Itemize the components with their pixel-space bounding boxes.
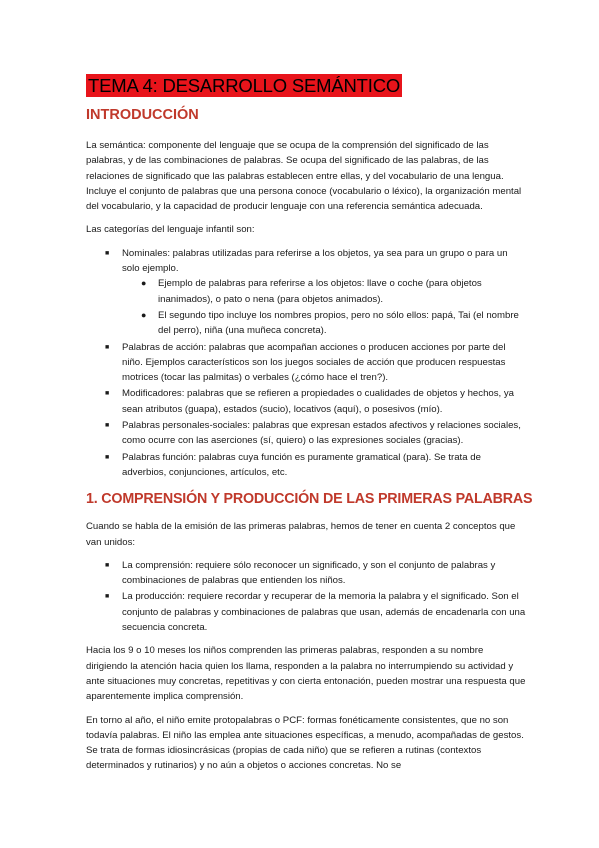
section-1-paragraph-3: En torno al año, el niño emite protopalabras o PCF: formas fonéticamente consistentes, que no son todavía palabras. El niño las emplea ante situaciones específicas, a menudo, acompañadas de gestos. Se trata de formas idiosincrásicas (propias de cada niño) que se refieren a rutinas (contextos determinados y rutinarios) y no aún a objetos o acciones concretas. No se: [86, 714, 524, 772]
list-item: [86, 340, 526, 386]
square-bullet-icon: ■: [105, 561, 110, 569]
dot-bullet-icon: ●: [141, 309, 147, 320]
list-item-text: Ejemplo de palabras para referirse a los objetos: llave o coche (para objetos inanimados), o pato o nena (para objetos animados).: [158, 278, 482, 305]
nominales-sublist: [122, 276, 526, 338]
list-item-text: La comprensión: requiere sólo reconocer un significado, y son el conjunto de palabras y combinaciones de palabras que entienden los niños.: [122, 559, 496, 587]
section-1-paragraph-1: Cuando se habla de la emisión de las primeras palabras, hemos de tener en cuenta 2 conceptos que van unidos:: [86, 521, 516, 548]
square-bullet-icon: ■: [105, 343, 110, 351]
square-bullet-icon: ■: [105, 422, 110, 430]
list-item-text: Modificadores: palabras que se refieren a propiedades o cualidades de objetos y hechos, ya sean atributos (guapa), estados (sucio), locativos (aquí), o posesivos (mío).: [122, 388, 514, 415]
intro-paragraph-1: La semántica: componente del lenguaje que se ocupa de la comprensión del significado de las palabras, y de las combinaciones de palabras. Se ocupa del significado de las palabras, de las relaciones de significado que las palabras establecen entre ellas, y del vocabulario de una lengua. Incluye el conjunto de palabras que una persona conoce (vocabulario o léxico), la organización mental del vocabulario, y la capacidad de producir lenguaje con una referencia semántica adecuada.: [86, 140, 522, 213]
list-item: [86, 450, 526, 481]
intro-paragraph-2: Las categorías del lenguaje infantil son:: [86, 224, 255, 236]
list-item: [86, 246, 526, 339]
square-bullet-icon: ■: [105, 453, 110, 461]
document-content: [86, 74, 533, 782]
section-1-paragraph-2: Hacia los 9 o 10 meses los niños comprenden las primeras palabras, responden a su nombre dirigiendo la atención hacia quien los llama, responden a la palabra no interrumpiendo su actividad y ante situaciones muy concretas, repetitivas y con cierta entonación, pueden mostrar una respuesta que aparentemente implica comprensión.: [86, 645, 526, 703]
list-item-text: Nominales: palabras utilizadas para referirse a los objetos, ya sea para un grupo o para un solo ejemplo.: [122, 247, 508, 275]
list-item: [122, 308, 526, 339]
page-title: TEMA 4: DESARROLLO SEMÁNTICO: [88, 75, 401, 96]
list-item: [86, 386, 526, 417]
list-item: [86, 418, 526, 449]
square-bullet-icon: ■: [105, 249, 110, 257]
list-item: [86, 558, 526, 589]
list-item-text: La producción: requiere recordar y recuperar de la memoria la palabra y el significado. Son el conjunto de palabras y combinaciones de palabras que usan, además de encadenarla con una secuencia concreta.: [122, 591, 526, 634]
square-bullet-icon: ■: [105, 390, 110, 398]
section-1-heading: 1. COMPRENSIÓN Y PRODUCCIÓN DE LAS PRIMERAS PALABRAS: [86, 491, 533, 508]
list-item-text: El segundo tipo incluye los nombres propios, pero no sólo ellos: papá, Tai (el nombre del perro), niña (una muñeca concreta).: [158, 309, 519, 337]
list-item-text: Palabras función: palabras cuya función es puramente gramatical (para). Se trata de adverbios, conjunciones, artículos, etc.: [122, 451, 481, 478]
intro-heading: INTRODUCCIÓN: [86, 107, 199, 123]
dot-bullet-icon: ●: [141, 278, 147, 289]
concepts-list: [86, 558, 526, 635]
list-item-text: Palabras de acción: palabras que acompañan acciones o producen acciones por parte del niño. Ejemplos característicos son los juegos sociales de acción que producen respuestas motrices (tocar las palmitas) o verbales (¿cómo hace el tren?).: [122, 341, 506, 384]
square-bullet-icon: ■: [105, 593, 110, 601]
list-item-text: Palabras personales-sociales: palabras que expresan estados afectivos y relaciones sociales, como ocurre con las aserciones (sí, quiero) o las expresiones sociales (gracias).: [122, 420, 521, 447]
list-item: [122, 276, 526, 307]
list-item: [86, 589, 526, 635]
categories-list: [86, 246, 526, 480]
